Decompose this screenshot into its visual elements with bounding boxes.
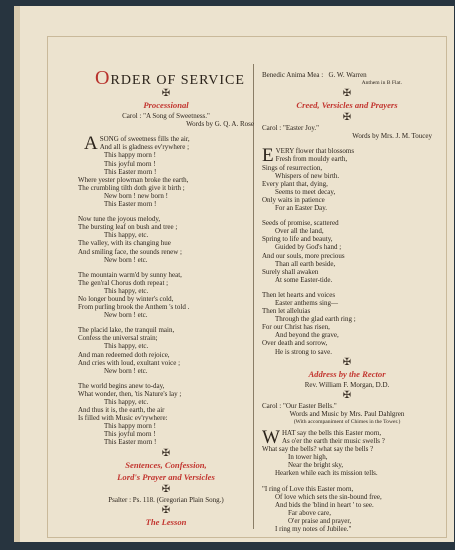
verse-line: Confess the universal strain;: [78, 334, 158, 343]
verse-line: He is strong to save.: [275, 347, 332, 356]
verse-line: New born ! etc.: [104, 366, 148, 375]
verse-line: The mountain warm'd by sunny heat,: [78, 270, 182, 279]
verse-line: This happy morn !: [104, 151, 156, 160]
verse-line: Where yester plowman broke the earth,: [78, 175, 189, 184]
verse-line: For our Christ has risen,: [262, 323, 330, 332]
verse-line: From purling brook the Anthem 's told .: [78, 303, 190, 312]
verse-line: Near the bright sky,: [288, 461, 344, 470]
verse-5: [78, 382, 254, 447]
verse-line: Every plant that, dying,: [262, 179, 328, 188]
verse-line: And beyond the grave,: [275, 331, 339, 340]
verse-line: Over death and sorrow,: [262, 339, 328, 348]
verse-line: Seeds of promise, scattered: [262, 219, 339, 228]
processional-heading: Processional: [143, 100, 189, 111]
verse-line: This Easter morn !: [104, 167, 157, 176]
verse-line: This happy, etc.: [104, 231, 149, 240]
carol1-title: Carol : "A Song of Sweetness.": [122, 112, 210, 121]
verse-line: Hearken while each its mission tells.: [275, 469, 378, 478]
drop-cap: W: [262, 427, 280, 448]
verse-line: HAT say the bells this Easter morn,: [281, 429, 382, 437]
benedic-line: [262, 71, 432, 79]
verse-line: Surely shall awaken: [262, 267, 319, 276]
verse-line: SONG of sweetness fills the air,: [99, 135, 190, 144]
verse-line: What wonder, then, 'tis Nature's lay ;: [78, 389, 182, 398]
benedic-title: Benedic Anima Mea :: [262, 71, 324, 79]
verse-2: [78, 215, 254, 264]
verse-line: The bursting leaf on bush and tree ;: [78, 223, 178, 232]
verse-line: This happy, etc.: [104, 286, 149, 295]
carol3-note: (With accompaniment of Chimes in the Tower.): [293, 418, 401, 425]
verse-8: [262, 291, 432, 356]
verse-line: Over all the land,: [275, 227, 324, 236]
benedic-note: Anthem in B Flat.: [361, 80, 402, 87]
verse-line: Through the glad earth ring ;: [275, 315, 356, 324]
drop-cap: E: [262, 145, 274, 167]
cross-icon: ✠: [342, 389, 352, 401]
verse-line: Fresh from mouldy earth,: [275, 155, 348, 164]
carol2-title: Carol : "Easter Joy.": [262, 124, 319, 133]
left-column: [78, 67, 254, 529]
verse-line: And bids the 'blind in heart ' to see.: [275, 500, 374, 509]
cross-icon: ✠: [342, 112, 352, 124]
verse-line: New born ! etc.: [104, 255, 148, 264]
cross-icon: ✠: [161, 483, 171, 495]
verse-line: The valley, with its changing hue: [78, 239, 171, 248]
benedic-composer: G. W. Warren: [328, 71, 367, 79]
creed-heading: Creed, Versicles and Prayers: [296, 100, 398, 111]
verse-line: Only waits in patience: [262, 195, 325, 204]
verse-line: The gen'ral Chorus doth repeat ;: [78, 278, 169, 287]
verse-line: This happy morn !: [104, 422, 156, 431]
verse-line: Easter anthems sing—: [275, 298, 338, 307]
verse-line: New born ! etc.: [104, 311, 148, 320]
verse-line: And our souls, more precious: [262, 251, 345, 260]
verse-line: Spring to life and beauty,: [262, 235, 333, 244]
sentences-heading: Sentences, Confession,: [125, 459, 207, 470]
cross-icon: ✠: [342, 356, 352, 368]
verse-line: The world begins anew to-day,: [78, 381, 165, 390]
verse-line: No longer bound by winter's cold,: [78, 294, 174, 303]
verse-line: Whispers of new birth.: [275, 171, 340, 180]
verse-line: This Easter morn !: [104, 438, 157, 447]
title-rest: RDER OF SERVICE: [110, 73, 245, 88]
verse-line: At some Easter-tide.: [275, 275, 333, 284]
verse-line: And smiling face, the sounds renew ;: [78, 247, 183, 256]
verse-line: Sings of resurrection,: [262, 163, 323, 172]
verse-line: Now tune the joyous melody,: [78, 215, 161, 224]
verse-9: [262, 429, 432, 478]
verse-line: And man redeemed doth rejoice,: [78, 350, 170, 359]
verse-line: Is filled with Music ev'rywhere:: [78, 414, 168, 423]
carol3-author: Words and Music by Mrs. Paul Dahlgren: [289, 409, 405, 418]
cross-icon: ✠: [161, 88, 171, 100]
cross-icon: ✠: [342, 88, 352, 100]
verse-line: New born ! new born !: [104, 191, 168, 200]
verse-line: Guided by God's hand ;: [275, 243, 342, 252]
verse-line: Than all earth beside,: [275, 259, 336, 268]
program-sheet: [14, 6, 454, 542]
lesson-heading: The Lesson: [145, 516, 187, 527]
verse-6: [262, 147, 432, 212]
verse-line: I ring my notes of Jubilee.": [275, 525, 352, 534]
page-title: [86, 67, 254, 89]
paper-stain: [14, 6, 20, 542]
verse-line: Seems to meet decay,: [275, 187, 336, 196]
verse-1: [78, 135, 254, 208]
verse-line: In tower high,: [288, 453, 328, 462]
verse-line: "I ring of Love this Easter morn,: [262, 484, 354, 493]
verse-line: This joyful morn !: [104, 159, 156, 168]
psalter-line: Psalter : Ps. 118. (Gregorian Plain Song.): [108, 495, 224, 504]
verse-line: VERY flower that blossoms: [275, 147, 355, 156]
drop-cap: A: [84, 133, 98, 155]
verse-line: This Easter morn !: [104, 200, 157, 209]
verse-4: [78, 326, 254, 375]
verse-line: Then let hearts and voices: [262, 290, 336, 299]
verse-line: And thus it is, the earth, the air: [78, 406, 165, 415]
verse-line: Far above care,: [288, 508, 331, 517]
verse-line: What say the bells? what say the bells ?: [262, 445, 374, 454]
verse-line: For an Easter Day.: [275, 204, 328, 213]
verse-line: This joyful morn !: [104, 430, 156, 439]
verse-line: The crumbling tilth doth give it birth ;: [78, 183, 185, 192]
verse-line: And cries with loud, exultant voice ;: [78, 358, 181, 367]
verse-line: Then let alleluias: [262, 307, 311, 316]
cross-icon: ✠: [161, 447, 171, 459]
prayer-heading: Lord's Prayer and Versicles: [117, 471, 215, 482]
right-column: [262, 70, 432, 533]
title-initial: O: [95, 67, 111, 89]
carol3-title: Carol : "Our Easter Bells.": [262, 401, 337, 410]
carol1-author: Words by G. Q. A. Rose: [186, 120, 254, 129]
verse-line: O'er praise and prayer,: [288, 516, 352, 525]
verse-10: [262, 485, 432, 534]
cross-icon: ✠: [161, 504, 171, 516]
verse-line: As o'er the earth their music swells ?: [281, 437, 385, 446]
address-heading: Address by the Rector: [308, 368, 386, 379]
verse-line: This happy, etc.: [104, 398, 149, 406]
verse-line: This happy, etc.: [104, 342, 149, 351]
verse-3: [78, 271, 254, 320]
verse-line: Of love which sets the sin-bound free,: [275, 492, 382, 501]
verse-7: [262, 219, 432, 284]
rector-name: Rev. William F. Morgan, D.D.: [304, 380, 390, 389]
verse-line: The placid lake, the tranquil main,: [78, 326, 175, 335]
carol2-author: Words by Mrs. J. M. Toucey: [352, 132, 432, 141]
verse-line: And all is gladness ev'rywhere ;: [99, 143, 190, 152]
